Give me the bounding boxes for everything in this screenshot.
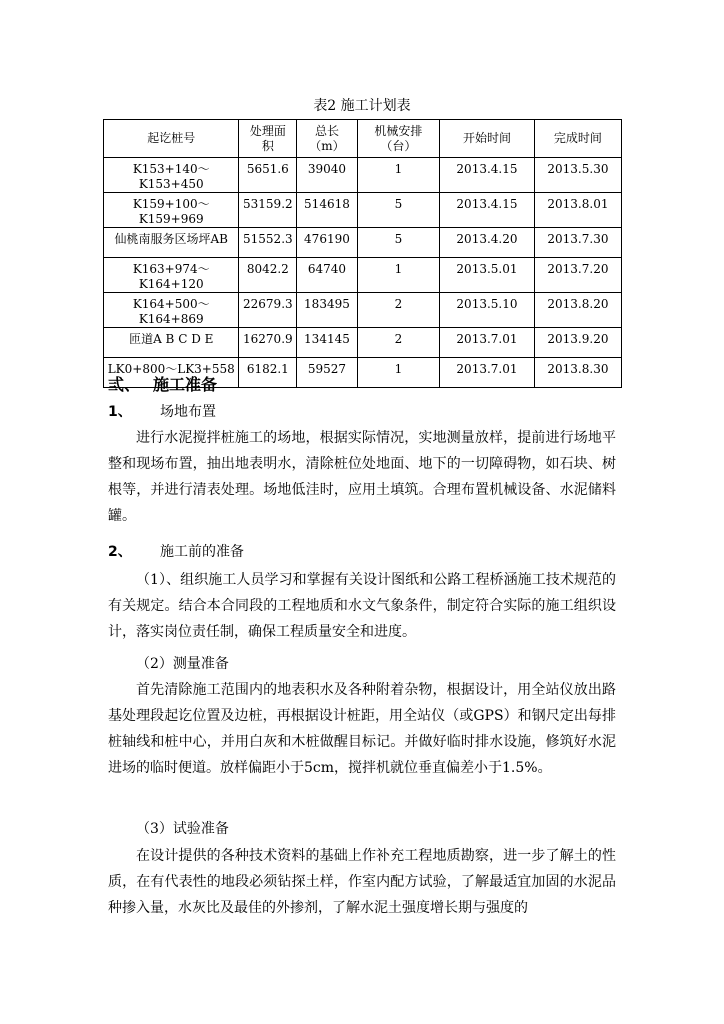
table-cell: 2013.4.20 — [440, 228, 535, 258]
table-cell: 1 — [357, 358, 439, 388]
table-cell: 1 — [357, 158, 439, 193]
item-heading-test: （3）试验准备 — [136, 821, 229, 837]
table-cell: K163+974～K164+120 — [104, 258, 239, 293]
paragraph-site-layout: 进行水泥搅拌桩施工的场地，根据实际情况，实地测量放样，提前进行场地平整和现场布置，抽出地表明水，清除桩位处地面、地下的一切障碍物，如石块、树根等，并进行清表处理。场地低洼时，应用土填筑。合理布置机械设备、水泥储料罐。 — [108, 430, 616, 524]
table-cell: 5651.6 — [239, 158, 297, 193]
subsection-title: 施工前的准备 — [160, 544, 244, 560]
table-cell: 8042.2 — [239, 258, 297, 293]
table-header-row — [104, 120, 622, 158]
table-cell: 183495 — [297, 293, 358, 328]
table-cell: 5 — [357, 193, 439, 228]
table-cell: 2013.4.15 — [440, 193, 535, 228]
table-cell: K153+140～K153+450 — [104, 158, 239, 193]
item-heading-survey: （2）测量准备 — [136, 656, 229, 672]
table-cell: 2013.9.20 — [534, 328, 621, 358]
table-cell: 2013.5.10 — [440, 293, 535, 328]
table-cell: 仙桃南服务区场坪AB — [104, 228, 239, 258]
table-cell: 2013.7.30 — [534, 228, 621, 258]
header-cell: 处理面 积 — [239, 120, 297, 158]
table-cell: 5 — [357, 228, 439, 258]
header-cell: 起讫桩号 — [104, 120, 239, 158]
table-cell: K159+100～K159+969 — [104, 193, 239, 228]
subsection-title: 场地布置 — [160, 404, 216, 420]
paragraph-organization: （1）、组织施工人员学习和掌握有关设计图纸和公路工程桥涵施工技术规范的有关规定。结合本合同段的工程地质和水文气象条件，制定符合实际的施工组织设计，落实岗位责任制，确保工程质量安全和进度。 — [108, 572, 616, 640]
table-cell: 2013.7.20 — [534, 258, 621, 293]
subsection-number: 1、 — [108, 404, 132, 420]
table-cell: 2013.8.20 — [534, 293, 621, 328]
subsection-number: 2、 — [108, 544, 132, 560]
table-cell: 16270.9 — [239, 328, 297, 358]
paragraph-test: 在设计提供的各种技术资料的基础上作补充工程地质勘察，进一步了解土的性质，在有代表性的地段必须钻探土样，作室内配方试验，了解最适宜加固的水泥品种掺入量，水灰比及最佳的外掺剂，了解水泥土强度增长期与强度的 — [108, 848, 616, 916]
table-cell: 2013.8.30 — [534, 358, 621, 388]
header-cell: 开始时间 — [440, 120, 535, 158]
table-row — [104, 158, 622, 193]
table-cell: LK0+800～LK3+558 — [104, 358, 239, 388]
table-cell: 2013.5.30 — [534, 158, 621, 193]
table-cell: 53159.2 — [239, 193, 297, 228]
table-cell: 2 — [357, 328, 439, 358]
table-row — [104, 228, 622, 258]
table-cell: 2013.5.01 — [440, 258, 535, 293]
construction-plan-table — [103, 119, 622, 388]
table-row — [104, 328, 622, 358]
table-cell: 514618 — [297, 193, 358, 228]
header-cell: 完成时间 — [534, 120, 621, 158]
table-cell: 39040 — [297, 158, 358, 193]
table-row — [104, 258, 622, 293]
header-cell: 机械安排 （台） — [357, 120, 439, 158]
table-cell: 59527 — [297, 358, 358, 388]
table-cell: 2013.7.01 — [440, 358, 535, 388]
table-cell: 134145 — [297, 328, 358, 358]
table-cell: 51552.3 — [239, 228, 297, 258]
section-title: 施工准备 — [153, 375, 218, 394]
table-cell: K164+500～K164+869 — [104, 293, 239, 328]
table-cell: 6182.1 — [239, 358, 297, 388]
table-cell: 2013.8.01 — [534, 193, 621, 228]
table-cell: 1 — [357, 258, 439, 293]
header-cell: 总长 （m） — [297, 120, 358, 158]
table-cell: 2013.7.01 — [440, 328, 535, 358]
subsection-heading-2 — [108, 541, 244, 561]
table-row — [104, 293, 622, 328]
table-cell: 匝道A B C D E — [104, 328, 239, 358]
section-number: 弎、 — [108, 375, 141, 394]
table-cell: 476190 — [297, 228, 358, 258]
table-cell: 2013.4.15 — [440, 158, 535, 193]
table-caption: 表2 施工计划表 — [313, 98, 411, 114]
table-cell: 22679.3 — [239, 293, 297, 328]
table-cell: 2 — [357, 293, 439, 328]
table-cell: 64740 — [297, 258, 358, 293]
paragraph-survey: 首先清除施工范围内的地表积水及各种附着杂物，根据设计，用全站仪放出路基处理段起讫位置及边桩，再根据设计桩距，用全站仪（或GPS）和钢尺定出每排桩轴线和桩中心，并用白灰和木桩做醒目标记。并做好临时排水设施，修筑好水泥进场的临时便道。放样偏距小于5cm，搅拌机就位垂直偏差小于1.5%。 — [108, 682, 616, 776]
table-row — [104, 193, 622, 228]
subsection-heading-1 — [108, 401, 216, 421]
section-heading — [108, 372, 217, 395]
